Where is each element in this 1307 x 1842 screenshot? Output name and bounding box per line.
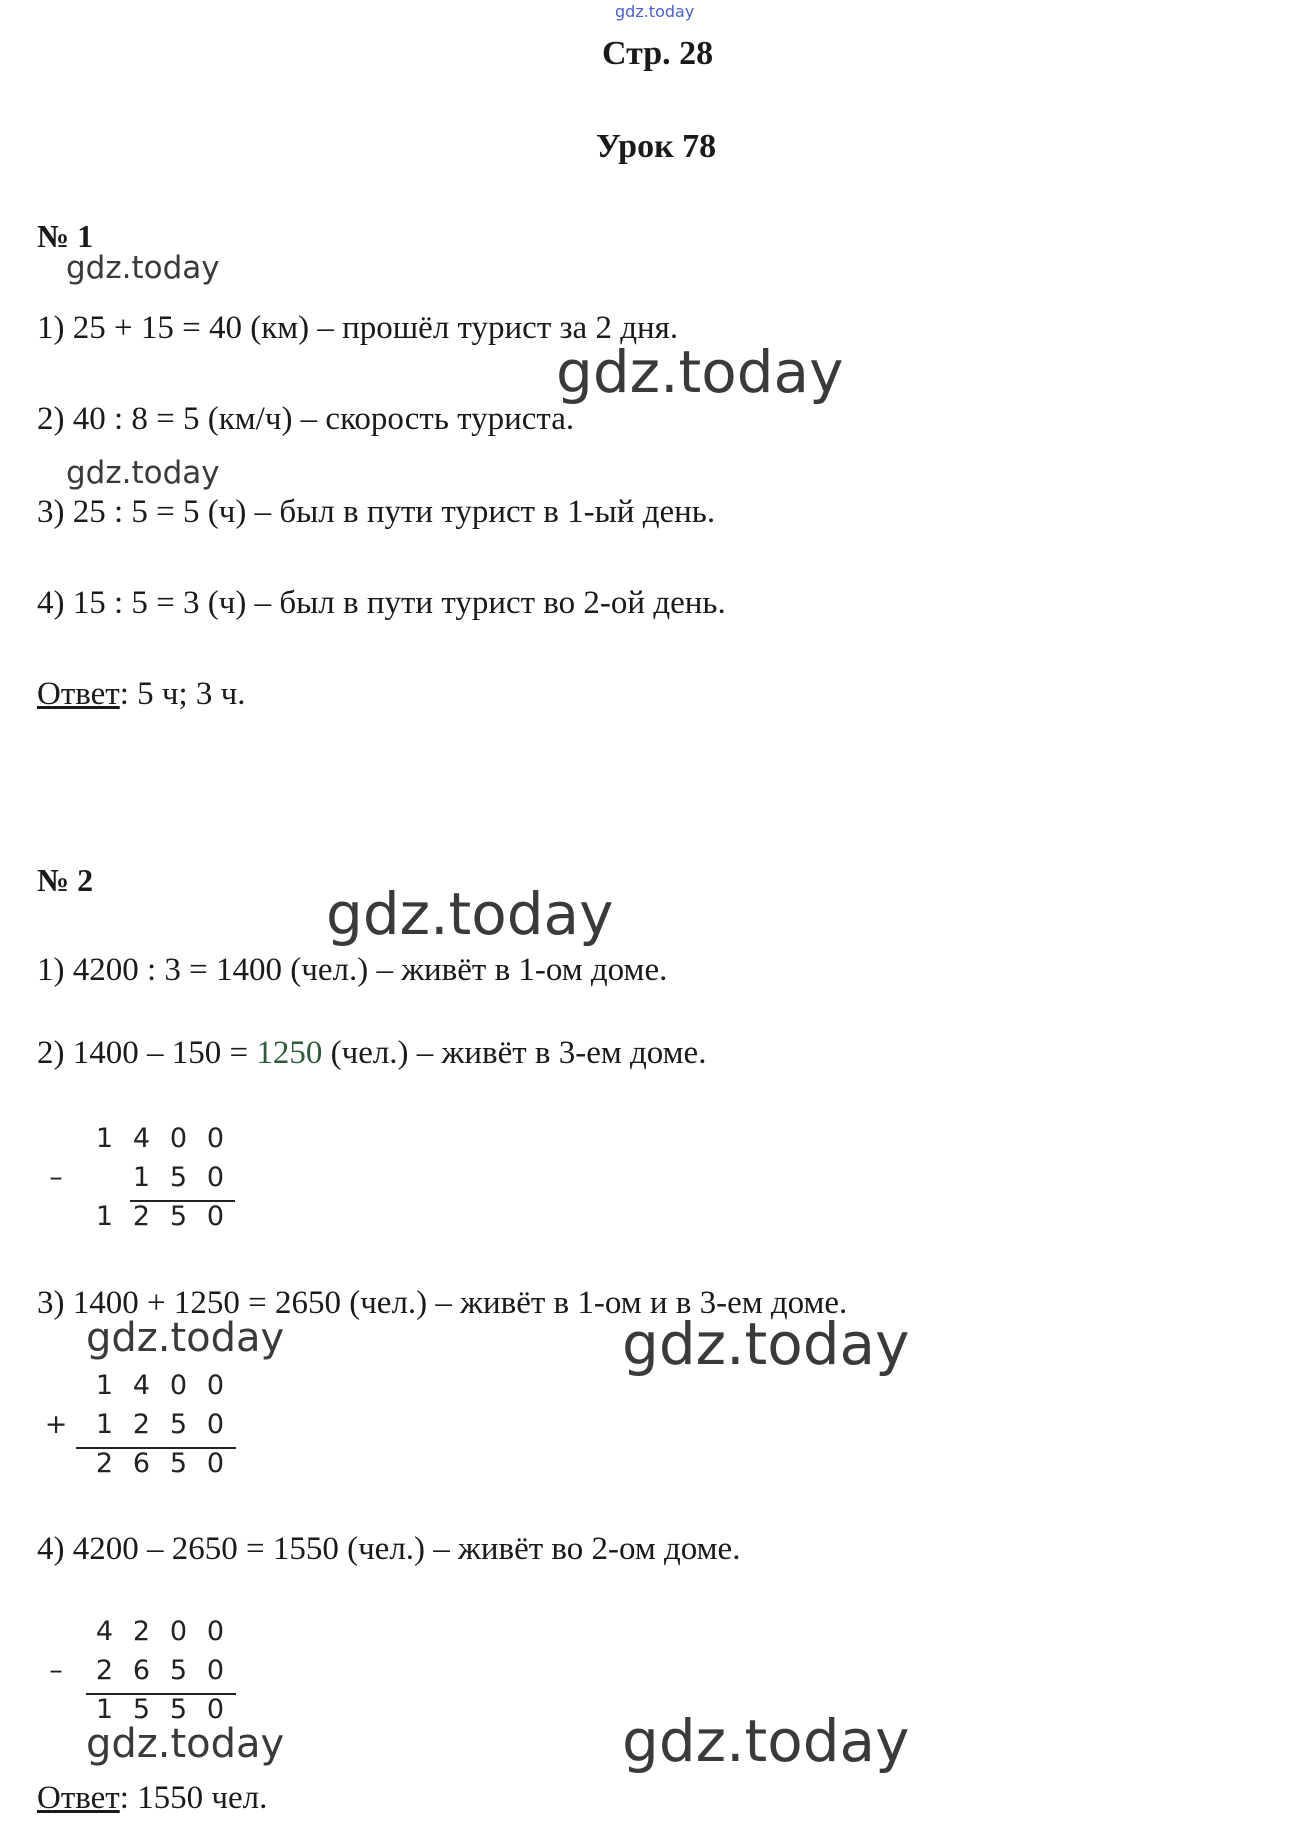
watermark: gdz.today (66, 250, 220, 286)
digit: 1 (95, 1409, 114, 1440)
digit: 0 (206, 1201, 225, 1232)
digit: 5 (169, 1448, 188, 1479)
answer-line (37, 1780, 267, 1817)
digit: 6 (132, 1448, 151, 1479)
task-number: № 2 (37, 862, 94, 898)
watermark-top: gdz.today (615, 2, 695, 21)
digit: 5 (169, 1409, 188, 1440)
watermark: gdz.today (622, 1310, 910, 1378)
answer-label: Ответ (37, 1780, 120, 1816)
digit: 0 (206, 1448, 225, 1479)
step-result: 1250 (256, 1035, 323, 1071)
solution-step: 1) 4200 : 3 = 1400 (чел.) – живёт в 1-ом доме. (37, 952, 668, 988)
digit: 0 (206, 1616, 225, 1647)
answer-value: : 5 ч; 3 ч. (119, 676, 246, 712)
watermark: gdz.today (66, 455, 220, 491)
watermark: gdz.today (86, 1315, 285, 1361)
digit: 5 (169, 1655, 188, 1686)
digit: 2 (132, 1409, 151, 1440)
digit: 1 (95, 1201, 114, 1232)
digit: 0 (169, 1123, 188, 1154)
digit: 1 (95, 1370, 114, 1401)
digit: 0 (169, 1616, 188, 1647)
solution-step: 2) 40 : 8 = 5 (км/ч) – скорость туриста. (37, 401, 575, 437)
digit: 0 (206, 1409, 225, 1440)
digit: 4 (132, 1123, 151, 1154)
digit: 6 (132, 1655, 151, 1686)
solution-step: 3) 1400 + 1250 = 2650 (чел.) – живёт в 1-ом и в 3-ем доме. (37, 1285, 848, 1321)
watermark: gdz.today (86, 1721, 285, 1767)
page-title: Стр. 28 (602, 35, 714, 72)
answer-label: Ответ (37, 676, 120, 712)
answer-value: : 1550 чел. (119, 1780, 268, 1816)
task-number: № 1 (37, 218, 94, 254)
lesson-title: Урок 78 (596, 128, 717, 165)
digit: 1 (132, 1162, 151, 1193)
watermark: gdz.today (326, 880, 614, 948)
digit: 1 (95, 1694, 114, 1725)
watermark: gdz.today (622, 1707, 910, 1775)
digit: 5 (169, 1162, 188, 1193)
solution-step (37, 1035, 706, 1072)
digit: 0 (206, 1162, 225, 1193)
digit: 0 (206, 1123, 225, 1154)
digit: 2 (95, 1655, 114, 1686)
operation-sign: – (49, 1162, 63, 1193)
solution-step: 4) 4200 – 2650 = 1550 (чел.) – живёт во 2-ом доме. (37, 1531, 741, 1567)
digit: 4 (132, 1370, 151, 1401)
digit: 2 (132, 1201, 151, 1232)
watermark: gdz.today (556, 338, 844, 406)
step-expression: 2) 1400 – 150 = (37, 1035, 257, 1071)
digit: 5 (169, 1201, 188, 1232)
digit: 5 (132, 1694, 151, 1725)
answer-line (37, 676, 246, 713)
solution-step: 3) 25 : 5 = 5 (ч) – был в пути турист в 1-ый день. (37, 494, 716, 530)
solution-step: 4) 15 : 5 = 3 (ч) – был в пути турист во 2-ой день. (37, 585, 726, 621)
step-description: (чел.) – живёт в 3-ем доме. (322, 1035, 707, 1071)
digit: 4 (95, 1616, 114, 1647)
digit: 2 (95, 1448, 114, 1479)
operation-sign: – (49, 1655, 63, 1686)
solution-step: 1) 25 + 15 = 40 (км) – прошёл турист за 2 дня. (37, 310, 679, 346)
digit: 0 (206, 1694, 225, 1725)
digit: 5 (169, 1694, 188, 1725)
digit: 0 (206, 1655, 225, 1686)
digit: 1 (95, 1123, 114, 1154)
digit: 2 (132, 1616, 151, 1647)
operation-sign: + (44, 1409, 68, 1440)
digit: 0 (169, 1370, 188, 1401)
digit: 0 (206, 1370, 225, 1401)
